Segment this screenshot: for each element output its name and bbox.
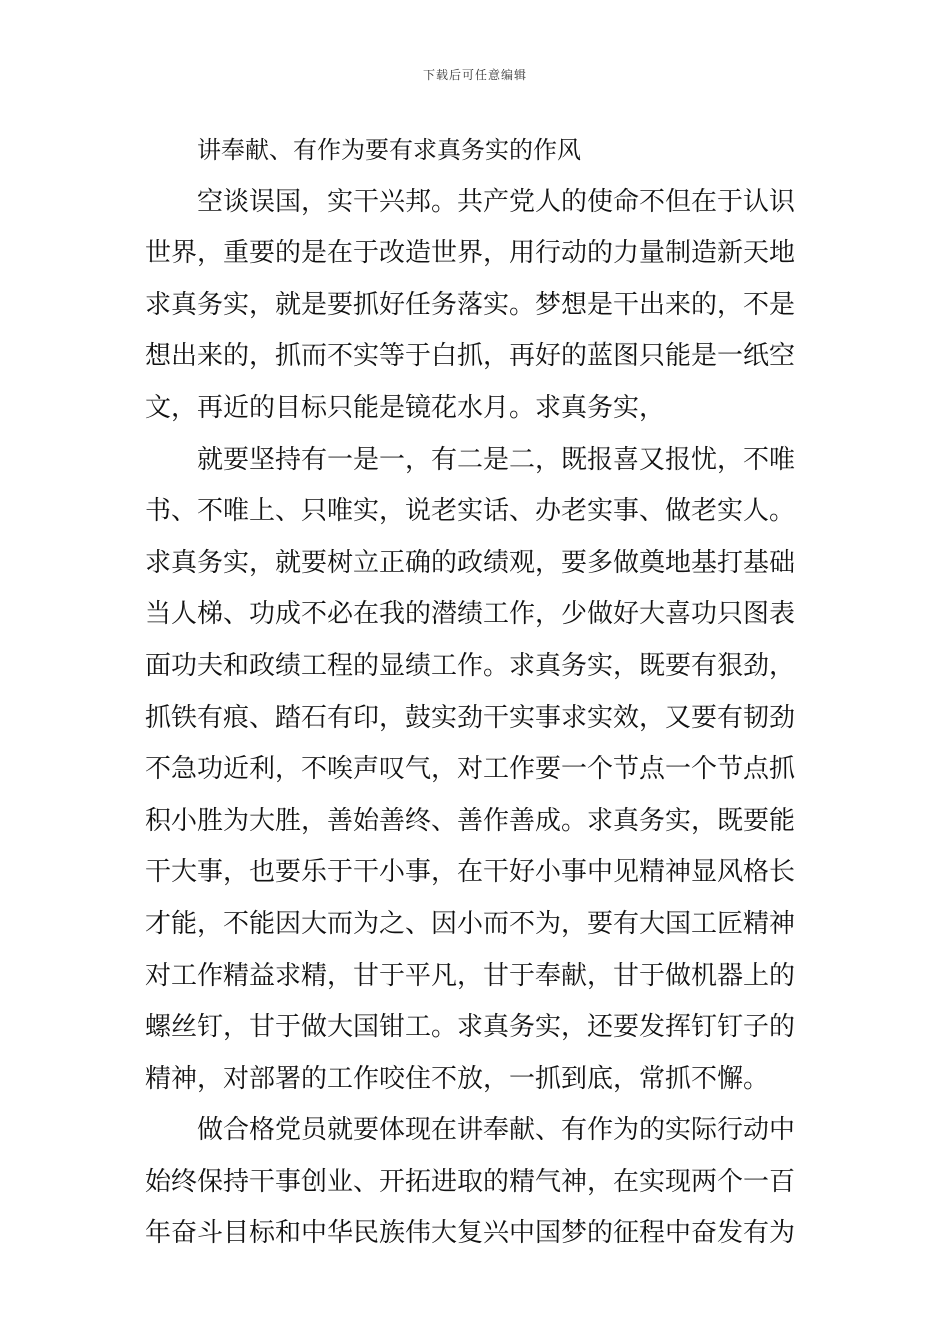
paragraph-line: 对工作精益求精，甘于平凡，甘于奉献，甘于做机器上的 — [145, 960, 796, 991]
paragraph-line: 书、不唯上、只唯实，说老实话、办老实事、做老实人。 — [145, 496, 796, 527]
paragraph-line: 世界，重要的是在于改造世界，用行动的力量制造新天地 — [145, 238, 796, 269]
page-header-note: 下载后可任意编辑 — [422, 68, 527, 82]
paragraph-line: 干大事，也要乐于干小事，在干好小事中见精神显风格长 — [145, 857, 796, 888]
paragraph-line: 积小胜为大胜，善始善终、善作善成。求真务实，既要能 — [145, 805, 796, 836]
paragraph-line: 当人梯、功成不必在我的潜绩工作，少做好大喜功只图表 — [145, 599, 796, 630]
paragraph-line: 面功夫和政绩工程的显绩工作。求真务实，既要有狠劲， — [145, 650, 796, 681]
paragraph-line: 做合格党员就要体现在讲奉献、有作为的实际行动中 — [197, 1115, 796, 1146]
document-title: 讲奉献、有作为要有求真务实的作风 — [197, 136, 581, 164]
paragraph-line: 精神，对部署的工作咬住不放，一抓到底，常抓不懈。 — [145, 1063, 770, 1094]
paragraph-line: 始终保持干事创业、开拓进取的精气神，在实现两个一百 — [145, 1166, 796, 1197]
paragraph-line: 就要坚持有一是一，有二是二，既报喜又报忧，不唯 — [197, 444, 796, 475]
paragraph-line: 空谈误国，实干兴邦。共产党人的使命不但在于认识 — [197, 186, 796, 217]
paragraph-line: 螺丝钉，甘于做大国钳工。求真务实，还要发挥钉钉子的 — [145, 1012, 796, 1043]
paragraph-line: 求真务实，就是要抓好任务落实。梦想是干出来的，不是 — [145, 289, 796, 320]
paragraph-line: 不急功近利，不唉声叹气，对工作要一个节点一个节点抓 — [145, 754, 796, 785]
paragraph-line: 才能，不能因大而为之、因小而不为，要有大国工匠精神 — [145, 908, 796, 939]
paragraph-line: 文，再近的目标只能是镜花水月。求真务实， — [145, 392, 666, 423]
paragraph-line: 求真务实，就要树立正确的政绩观，要多做奠地基打基础 — [145, 547, 796, 578]
paragraph-line: 抓铁有痕、踏石有印，鼓实劲干实事求实效，又要有韧劲 — [145, 702, 796, 733]
paragraph-line: 年奋斗目标和中华民族伟大复兴中国梦的征程中奋发有为 — [145, 1218, 796, 1249]
paragraph-line: 想出来的，抓而不实等于白抓，再好的蓝图只能是一纸空 — [145, 341, 796, 372]
document-body — [145, 125, 807, 1260]
